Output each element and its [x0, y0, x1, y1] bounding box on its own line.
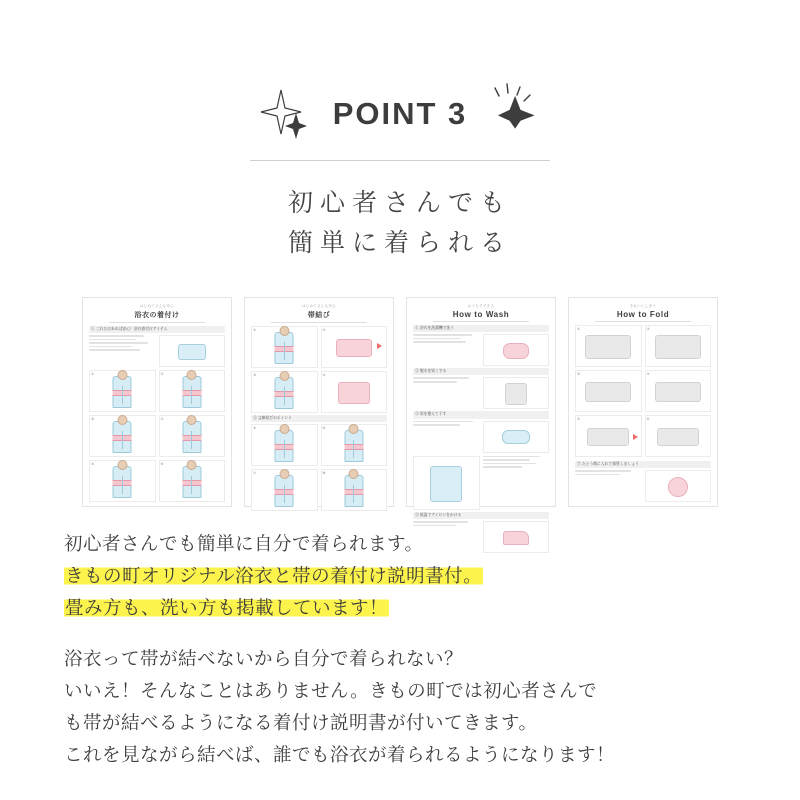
step-num: ⑥ [160, 462, 164, 467]
sparkle-left-icon [255, 82, 315, 146]
sheet-1-step-5 [89, 460, 156, 502]
sheet-2-step-8 [321, 469, 388, 511]
sheet-1-items-col-a [89, 335, 156, 367]
sheet-1-rule [109, 322, 204, 323]
sparkle-right-icon [485, 82, 545, 146]
sheet-4-fig-storage [645, 470, 712, 502]
step-num: ③ [253, 372, 257, 377]
sheet-3-text-1 [413, 334, 480, 366]
step-num: ② [322, 327, 326, 332]
copy-line-5: いいえ！そんなことはありません。きもの町では初心者さんで [64, 680, 598, 702]
sheet-1-head [89, 304, 225, 323]
sheet-2-title: 帯結び [307, 311, 331, 319]
sheet-2-step-1 [251, 326, 318, 368]
sheet-4-head [575, 304, 711, 322]
title-divider [250, 160, 550, 161]
sheet-3-kicker: おうちでできる [467, 304, 495, 308]
point-title-row [255, 78, 546, 150]
sheet-1-step-6 [159, 460, 226, 502]
paragraph-2 [64, 643, 754, 770]
step-num: ⑤ [577, 416, 581, 421]
sheet-3-text-2 [413, 377, 480, 409]
sheet-4-rule [595, 321, 690, 322]
body-copy [64, 528, 754, 771]
sheet-2-rule [271, 322, 366, 323]
headline-line-1: 初心者さんでも [287, 189, 512, 217]
sheet-2-step-5 [251, 424, 318, 466]
sheet-4-step-4 [645, 370, 712, 412]
step-num: ⑥ [646, 416, 650, 421]
sheet-2-steps-grid-bottom [251, 424, 387, 511]
sheet-2-kicker: はじめてさんも安心 [301, 304, 337, 308]
step-num: ⑦ [253, 471, 257, 476]
step-num: ⑧ [322, 471, 326, 476]
sheet-1-step-1 [89, 370, 156, 412]
paragraph-1 [64, 528, 754, 623]
sheet-1-items-grid [89, 335, 225, 367]
step-num: ② [160, 372, 164, 377]
instruction-sheets [0, 297, 800, 517]
sheet-1-step-3 [89, 415, 156, 457]
sheet-1-step-2 [159, 370, 226, 412]
headline-line-2: 簡単に着られる [287, 229, 512, 257]
sheet-4-step-3 [575, 370, 642, 412]
sheet-2-step-7 [251, 469, 318, 511]
sheet-3-row-4 [413, 456, 549, 510]
copy-line-7: これを見ながら結べば、誰でも浴衣が着られるようになります！ [64, 743, 616, 765]
sheet-3-rule [433, 321, 528, 322]
sheet-obi-tying [244, 297, 394, 507]
sheet-4-step-5 [575, 415, 642, 457]
step-num: ② [646, 326, 650, 331]
copy-line-6: も帯が結べるようになる着付け説明書が付いてきます。 [64, 712, 538, 734]
step-num: ③ [91, 417, 95, 422]
sheet-1-items-col-b [159, 335, 226, 367]
step-num: ④ [160, 417, 164, 422]
headline [288, 183, 512, 263]
step-num: ① [577, 326, 581, 331]
sheet-2-head [251, 304, 387, 323]
sheet-3-section-2: ② 脱水を短くする [413, 368, 549, 375]
sheet-1-kicker: はじめてさんも安心 [139, 304, 175, 308]
sheet-1-section-label: ① これだけあれば安心！浴衣着付けアイテム [89, 326, 225, 333]
sheet-3-head [413, 304, 549, 322]
step-num: ⑤ [91, 462, 95, 467]
sheet-2-step-6 [321, 424, 388, 466]
sheet-4-storage-row [575, 470, 711, 502]
sheet-yukata-dressing [82, 297, 232, 507]
step-num: ⑤ [253, 426, 257, 431]
sheet-3-section-1: ① 浴衣を洗濯機で洗う [413, 325, 549, 332]
sheet-how-to-wash [406, 297, 556, 517]
sheet-2-step-2 [321, 326, 388, 368]
sheet-1-title: 浴衣の着付け [134, 311, 180, 319]
sheet-3-title: How to Wash [452, 309, 510, 319]
sheet-2-steps-grid-top [251, 326, 387, 413]
sheet-3-row-2 [413, 377, 549, 409]
step-num: ④ [646, 371, 650, 376]
sheet-3-row-3 [413, 421, 549, 453]
sheet-3-section-4: ④ 低温でアイロンをかける [413, 512, 549, 519]
copy-line-3-highlighted: 畳み方も、洗い方も掲載しています！ [65, 596, 389, 618]
sheet-2-section-label: ② 文庫結びのポイント [251, 415, 387, 422]
sheet-1-item-illustration [159, 335, 226, 367]
sheet-4-title: How to Fold [616, 309, 670, 319]
sheet-1-steps-grid [89, 370, 225, 502]
page-title: POINT 3 [332, 96, 468, 131]
sheet-3-fig-3 [483, 421, 550, 453]
step-num: ③ [577, 371, 581, 376]
sheet-4-kicker: きれいにしまう [629, 304, 657, 308]
page-header [0, 0, 800, 263]
sheet-2-step-3 [251, 371, 318, 413]
step-num: ④ [322, 372, 326, 377]
sheet-1-step-4 [159, 415, 226, 457]
sheet-2-step-4 [321, 371, 388, 413]
sheet-4-step-2 [645, 325, 712, 367]
sheet-3-fig-2 [483, 377, 550, 409]
sheet-4-section-label: ⑦ たとう紙に入れて保管しましょう [575, 461, 711, 468]
sheet-3-section-3: ③ 形を整えて干す [413, 411, 549, 418]
sheet-3-row-1 [413, 334, 549, 366]
sheet-4-step-1 [575, 325, 642, 367]
sheet-3-fig-1 [483, 334, 550, 366]
sheet-4-step-6 [645, 415, 712, 457]
copy-line-4: 浴衣って帯が結べないから自分で着られない？ [64, 648, 464, 670]
sheet-4-steps-grid [575, 325, 711, 457]
sheet-3-fig-hanging [413, 456, 480, 510]
sheet-3-text-4 [483, 456, 550, 510]
sheet-4-text [575, 470, 642, 502]
sheet-3-text-3 [413, 421, 480, 453]
sheet-how-to-fold [568, 297, 718, 507]
copy-line-2-highlighted: きもの町オリジナル浴衣と帯の着付け説明書付。 [65, 564, 483, 586]
step-num: ① [253, 327, 257, 332]
step-num: ① [91, 372, 95, 377]
step-num: ⑥ [322, 426, 326, 431]
copy-line-1: 初心者さんでも簡単に自分で着られます。 [64, 533, 424, 554]
